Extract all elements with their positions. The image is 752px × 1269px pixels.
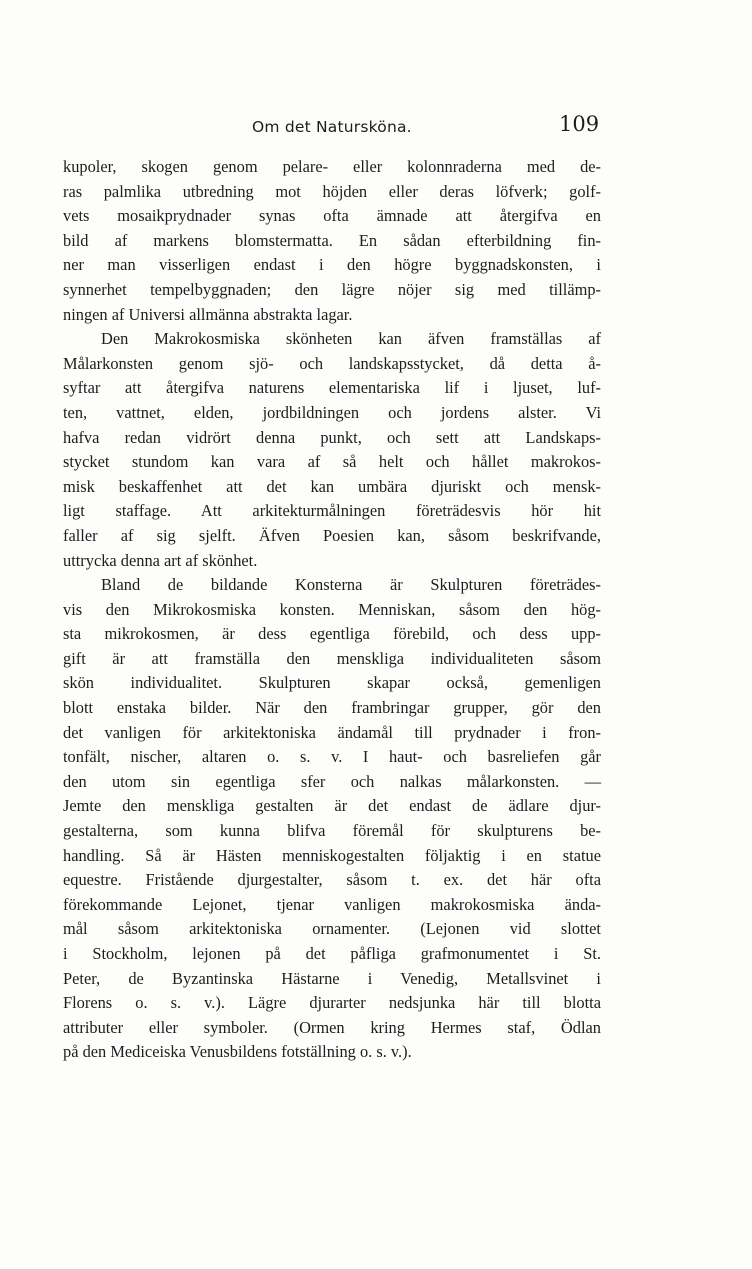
text-line: sta mikrokosmen, är dess egentliga förebild, och dess upp-: [63, 624, 601, 644]
text-line: gestalterna, som kunna blifva föremål för skulpturens be-: [63, 821, 601, 841]
text-line: stycket stundom kan vara af så helt och hållet makrokos-: [63, 452, 601, 472]
text-line: equestre. Fristående djurgestalter, såsom t. ex. det här ofta: [63, 870, 601, 890]
text-line: ningen af Universi allmänna abstrakta lagar.: [63, 304, 353, 324]
text-line: ner man visserligen endast i den högre byggnadskonsten, i: [63, 255, 601, 275]
text-line: Jemte den menskliga gestalten är det endast de ädlare djur-: [63, 796, 601, 816]
text-line: ten, vattnet, elden, jordbildningen och jordens alster. Vi: [63, 402, 601, 422]
text-line: förekommande Lejonet, tjenar vanligen makrokosmiska ända-: [63, 894, 601, 914]
text-line: på den Mediceiska Venusbildens fotställning o. s. v.).: [63, 1042, 412, 1062]
text-line: faller af sig sjelft. Äfven Poesien kan, såsom beskrifvande,: [63, 525, 601, 545]
text-line: Florens o. s. v.). Lägre djurarter nedsjunka här till blotta: [63, 993, 601, 1013]
text-line: hafva redan vidrört denna punkt, och sett att Landskaps-: [63, 427, 601, 447]
text-line: den utom sin egentliga sfer och nalkas målarkonsten. —: [63, 771, 601, 791]
text-line: uttrycka denna art af skönhet.: [63, 550, 258, 570]
text-line: Målarkonsten genom sjö- och landskapsstycket, då detta å-: [63, 353, 601, 373]
text-line: mål såsom arkitektoniska ornamenter. (Lejonen vid slottet: [63, 919, 601, 939]
text-line: gift är att framställa den menskliga individualiteten såsom: [63, 648, 601, 668]
text-line: Den Makrokosmiska skönheten kan äfven framställas af: [101, 329, 601, 349]
text-line: ligt staffage. Att arkitekturmålningen företrädesvis hör hit: [63, 501, 601, 521]
text-line: Peter, de Byzantinska Hästarne i Venedig, Metallsvinet i: [63, 968, 601, 988]
text-line: vis den Mikrokosmiska konsten. Menniskan, såsom den hög-: [63, 599, 601, 619]
text-line: i Stockholm, lejonen på det påfliga grafmonumentet i St.: [63, 944, 601, 963]
text-line: misk beskaffenhet att det kan umbära djuriskt och mensk-: [63, 476, 601, 496]
page-number: 109: [559, 112, 600, 136]
text-line: skön individualitet. Skulpturen skapar också, gemenligen: [63, 673, 601, 693]
text-line: kupoler, skogen genom pelare- eller kolonnraderna med de-: [63, 157, 601, 176]
text-line: bild af markens blomstermatta. En sådan efterbildning fin-: [63, 230, 601, 250]
text-line: attributer eller symboler. (Ormen kring Hermes staf, Ödlan: [63, 1017, 601, 1037]
text-line: blott enstaka bilder. När den frambringar grupper, gör den: [63, 698, 601, 718]
running-title: Om det Natursköna.: [252, 118, 412, 136]
text-line: handling. Så är Hästen menniskogestalten följaktig i en statue: [63, 845, 601, 865]
text-line: ras palmlika utbredning mot höjden eller deras löfverk; golf-: [63, 181, 601, 201]
body-text: [63, 155, 601, 1065]
text-line: tonfält, nischer, altaren o. s. v. I haut- och basreliefen går: [63, 747, 601, 767]
text-line: syftar att återgifva naturens elementariska lif i ljuset, luf-: [63, 378, 601, 398]
page-header: [0, 112, 752, 142]
text-line: det vanligen för arkitektoniska ändamål till prydnader i fron-: [63, 722, 601, 742]
text-line: vets mosaikprydnader synas ofta ämnade att återgifva en: [63, 206, 601, 226]
text-line: Bland de bildande Konsterna är Skulpturen företrädes-: [101, 575, 601, 595]
text-line: synnerhet tempelbyggnaden; den lägre nöjer sig med tillämp-: [63, 279, 601, 299]
